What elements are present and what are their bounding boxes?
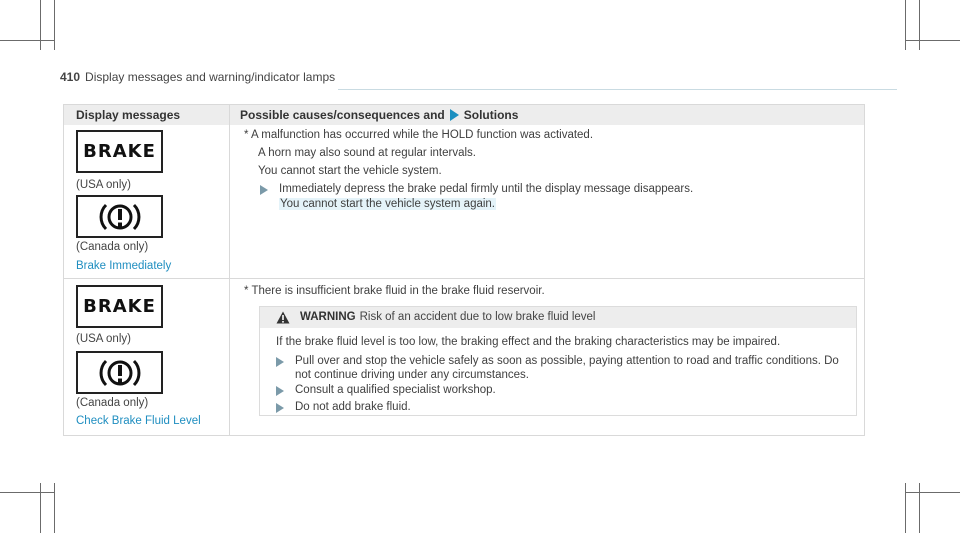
canada-only-label: (Canada only)	[76, 241, 149, 253]
step-arrow-icon	[276, 386, 284, 396]
header-rule	[338, 89, 897, 90]
crop-mark	[905, 0, 906, 50]
crop-mark	[905, 40, 960, 41]
page-number: 410	[60, 70, 81, 84]
parking-brake-icon	[76, 351, 163, 394]
play-arrow-icon	[450, 109, 459, 121]
column-divider	[229, 105, 230, 435]
page-title: Display messages and warning/indicator lamps	[85, 70, 336, 84]
crop-mark	[0, 40, 54, 41]
cause-line: You cannot start the vehicle system.	[258, 165, 442, 177]
usa-only-label: (USA only)	[76, 333, 131, 345]
cause-line: * There is insufficient brake fluid in the brake fluid reservoir.	[244, 285, 545, 297]
col-header-causes-text: Possible causes/consequences and	[240, 108, 445, 122]
cause-line: * A malfunction has occurred while the HOLD function was activated.	[244, 129, 594, 141]
step-arrow-icon	[260, 185, 268, 195]
crop-mark	[919, 483, 920, 533]
warning-header	[260, 307, 856, 328]
warning-body: If the brake fluid level is too low, the braking effect and the braking characteristics may be impaired.	[276, 336, 781, 348]
warning-step: not continue driving under any circumstances.	[295, 369, 529, 381]
crop-mark	[905, 492, 960, 493]
cause-line: A horn may also sound at regular intervals.	[258, 147, 476, 159]
warning-step: Consult a qualified specialist workshop.	[295, 384, 496, 396]
message-check-brake-fluid-level: Check Brake Fluid Level	[76, 415, 201, 427]
table-header	[64, 105, 864, 125]
warning-triangle-icon	[276, 311, 290, 324]
page-header	[60, 70, 335, 84]
crop-mark	[54, 0, 55, 50]
warning-title: WARNING Risk of an accident due to low brake fluid level	[300, 311, 596, 323]
solution-line: Immediately depress the brake pedal firmly until the display message disappears.	[279, 183, 694, 195]
col-header-causes	[240, 108, 518, 122]
message-brake-immediately: Brake Immediately	[76, 260, 172, 272]
brake-warning-icon: BRAKE	[76, 130, 163, 173]
row-divider	[64, 278, 864, 279]
col-header-solutions-text: Solutions	[463, 108, 519, 122]
solution-line: You cannot start the vehicle system again.	[280, 198, 496, 210]
parking-brake-icon	[76, 195, 163, 238]
crop-mark	[40, 0, 41, 50]
warning-step: Pull over and stop the vehicle safely as soon as possible, paying attention to road and traffic conditions. Do	[295, 355, 839, 367]
usa-only-label: (USA only)	[76, 179, 131, 191]
brake-warning-icon: BRAKE	[76, 285, 163, 328]
step-arrow-icon	[276, 403, 284, 413]
warning-box	[259, 306, 857, 416]
crop-mark	[40, 483, 41, 533]
messages-table	[63, 104, 865, 436]
step-arrow-icon	[276, 357, 284, 367]
crop-mark	[0, 492, 54, 493]
warning-step: Do not add brake fluid.	[295, 401, 411, 413]
crop-mark	[905, 483, 906, 533]
crop-mark	[54, 483, 55, 533]
canada-only-label: (Canada only)	[76, 397, 149, 409]
crop-mark	[919, 0, 920, 50]
col-header-display-messages: Display messages	[76, 108, 181, 122]
